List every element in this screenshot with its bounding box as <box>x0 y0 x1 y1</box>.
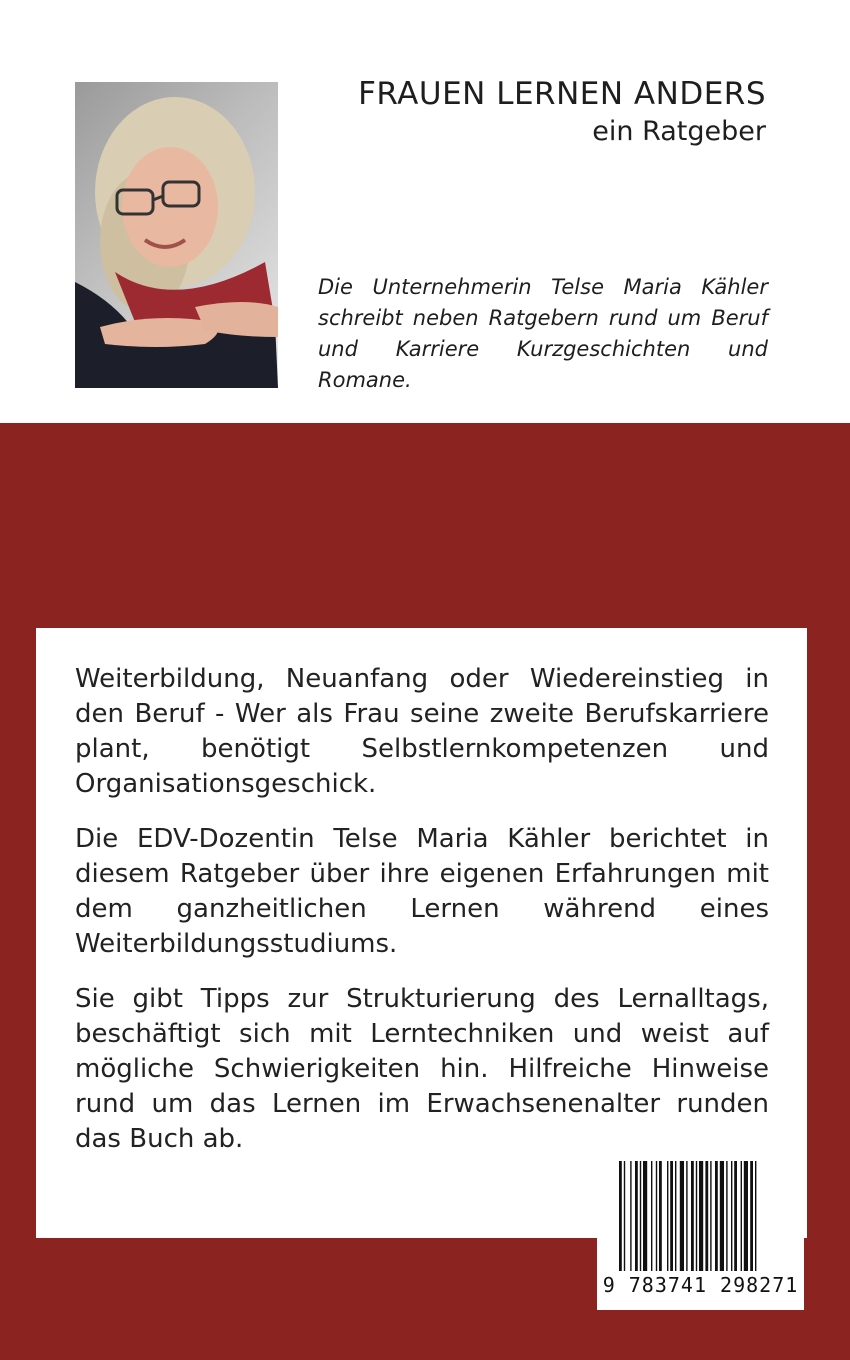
blurb-paragraph: Die EDV-Dozentin Telse Maria Kähler berichtet in diesem Ratgeber über ihre eigenen Erfahrungen mit dem ganzheitlichen Lernen während eines Weiterbildungsstudiums. <box>75 824 769 959</box>
isbn-digits: 9 783741 298271 <box>602 1273 799 1297</box>
blurb-text <box>75 662 769 1177</box>
blurb-box <box>36 628 807 1238</box>
isbn-barcode <box>597 1153 804 1310</box>
author-bio: Die Unternehmerin Telse Maria Kähler schreibt neben Ratgebern rund um Beruf und Karriere Kurzgeschichten und Romane. <box>318 275 768 392</box>
blurb-paragraph: Weiterbildung, Neuanfang oder Wiedereinstieg in den Beruf - Wer als Frau seine zweite Berufskarriere plant, benötigt Selbstlernkompetenzen und Organisationsgeschick. <box>75 664 769 799</box>
book-subtitle: ein Ratgeber <box>592 116 766 147</box>
book-title: FRAUEN LERNEN ANDERS <box>358 76 766 112</box>
barcode-icon <box>619 1161 794 1271</box>
author-portrait-icon <box>75 82 278 388</box>
author-photo <box>75 82 278 388</box>
top-section <box>0 0 850 423</box>
blurb-paragraph: Sie gibt Tipps zur Strukturierung des Lernalltags, beschäftigt sich mit Lerntechniken und weist auf mögliche Schwierigkeiten hin. Hilfreiche Hinweise rund um das Lernen im Erwachsenenalter runden das Buch ab. <box>75 984 769 1154</box>
